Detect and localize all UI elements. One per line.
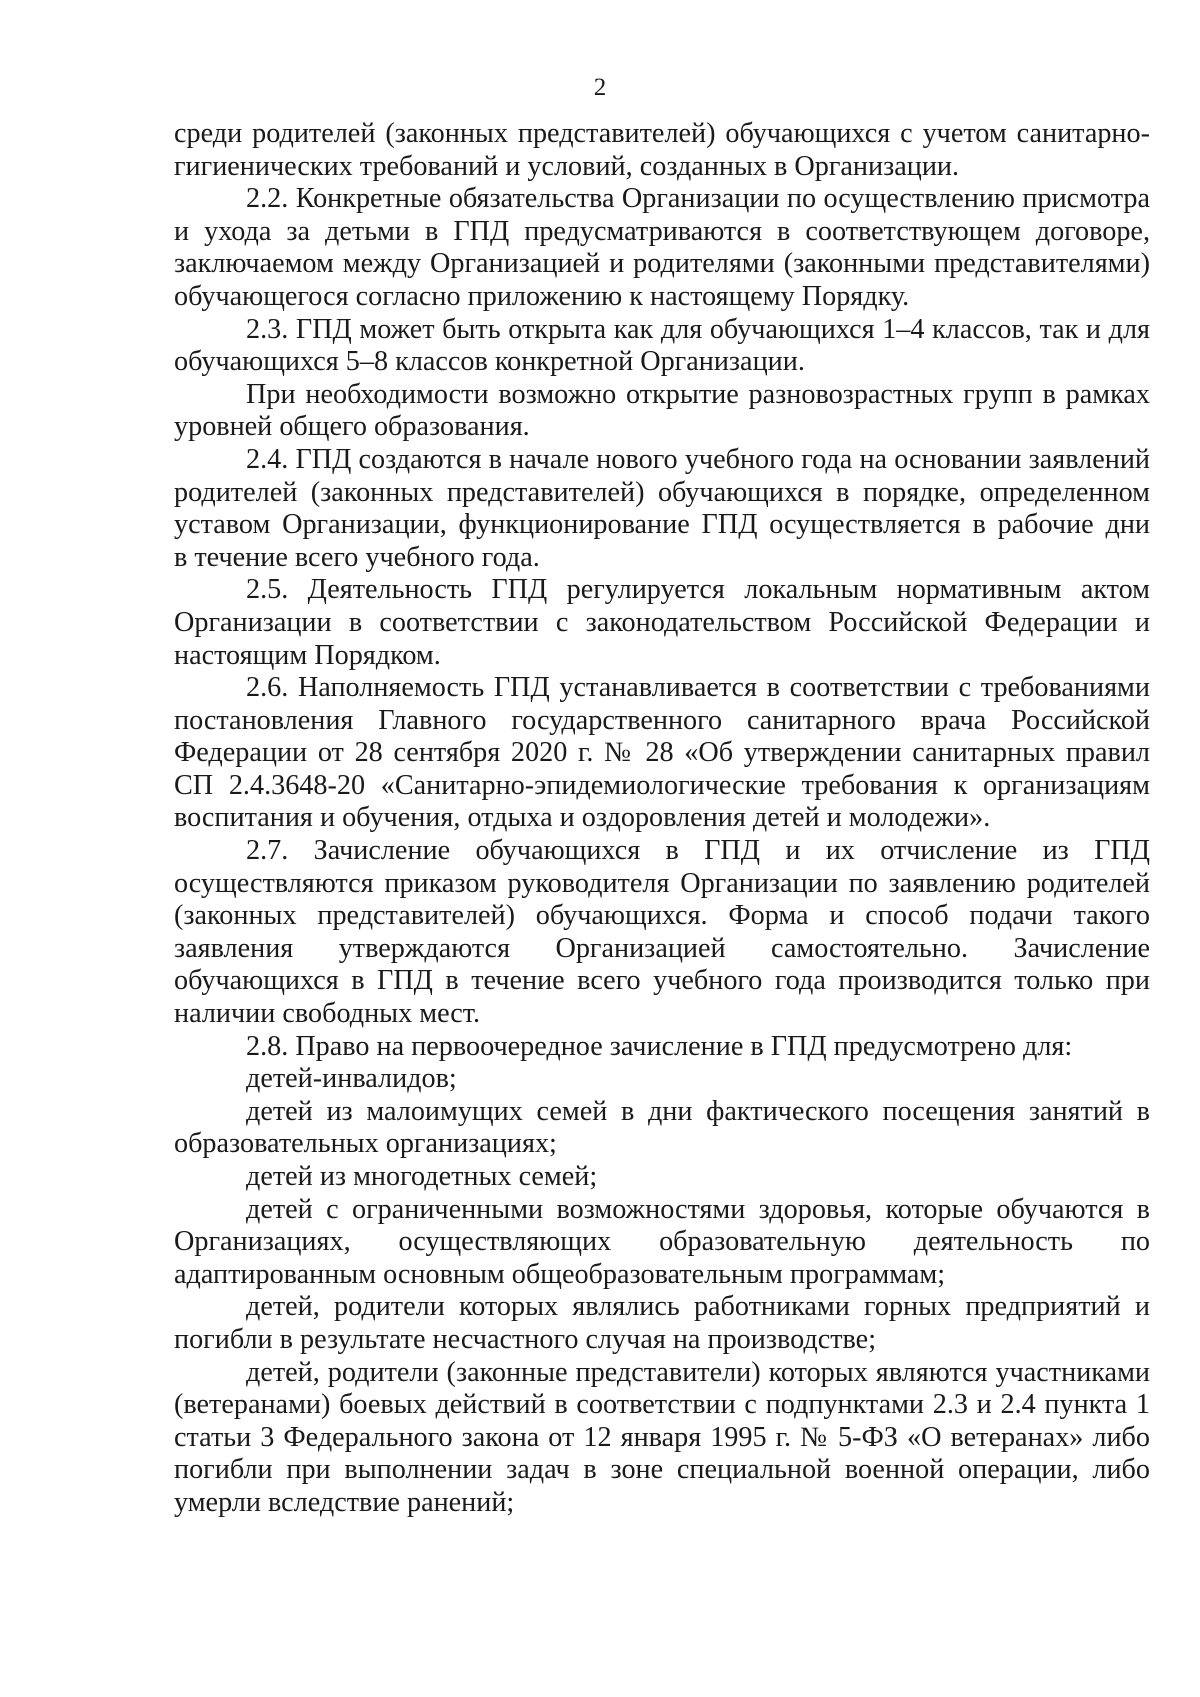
list-item-combat-veterans: детей, родители (законные представители) которых являются участниками (ветеранами) боевых действий в соответствии с подпунктами 2.3 и 2.4 пункта 1 статьи 3 Федерального закона от 12 января 1995 г. № 5-ФЗ «О ветеранах» либо погибли при выполнении задач в зоне специальной военной операции, либо умерли вследствие ранений; [174, 1356, 1150, 1518]
paragraph-continuation: среди родителей (законных представителей) обучающихся с учетом санитарно-гигиенических требований и условий, созданных в Организации. [174, 118, 1150, 182]
list-item-limited-health: детей с ограниченными возможностями здоровья, которые обучаются в Организациях, осуществляющих образовательную деятельность по адаптированным основным общеобразовательным программам; [174, 1193, 1150, 1290]
paragraph-2-2: 2.2. Конкретные обязательства Организации по осуществлению присмотра и ухода за детьми в ГПД предусматриваются в соответствующем договоре, заключаемом между Организацией и родителями (законными представителями) обучающегося согласно приложению к настоящему Порядку. [174, 183, 1150, 312]
document-body [174, 118, 1150, 1520]
list-item-large-families: детей из многодетных семей; [246, 1161, 598, 1192]
paragraph-2-4-continuation: в течение всего учебного года. [174, 541, 540, 573]
page-number: 2 [593, 74, 607, 101]
paragraph-2-3: 2.3. ГПД может быть открыта как для обучающихся 1–4 классов, так и для обучающихся 5–8 классов конкретной Организации. [174, 313, 1150, 378]
paragraph-2-3-mixed-age: При необходимости возможно открытие разновозрастных групп в рамках уровней общего образования. [174, 378, 1150, 443]
paragraph-2-4: 2.4. ГПД создаются в начале нового учебного года на основании заявлений родителей (законных представителей) обучающихся в порядке, определенном уставом Организации, функционирование ГПД осуществляется в рабочие дни [174, 443, 1150, 541]
list-item-low-income-families: детей из малоимущих семей в дни фактического посещения занятий в образовательных организациях; [174, 1095, 1150, 1160]
list-item-disabled-children: детей-инвалидов; [246, 1063, 457, 1095]
paragraph-2-8: 2.8. Право на первоочередное зачисление в ГПД предусмотрено для: [246, 1030, 1073, 1062]
paragraph-2-5: 2.5. Деятельность ГПД регулируется локальным нормативным актом Организации в соответствии с законодательством Российской Федерации и настоящим Порядком. [174, 574, 1150, 671]
paragraph-2-7: 2.7. Зачисление обучающихся в ГПД и их отчисление из ГПД осуществляются приказом руководителя Организации по заявлению родителей (законных представителей) обучающихся. Форма и способ подачи такого заявления утверждаются Организацией самостоятельно. Зачисление обучающихся в ГПД в течение всего учебного года производится только при наличии свободных мест. [174, 835, 1150, 1030]
paragraph-2-6: 2.6. Наполняемость ГПД устанавливается в соответствии с требованиями постановления Главного государственного санитарного врача Российской Федерации от 28 сентября 2020 г. № 28 «Об утверждении санитарных правил СП 2.4.3648-20 «Санитарно-эпидемиологические требования к организациям воспитания и обучения, отдыха и оздоровления детей и молодежи». [174, 672, 1150, 834]
list-item-mining-workers: детей, родители которых являлись работниками горных предприятий и погибли в результате несчастного случая на производстве; [174, 1291, 1150, 1355]
